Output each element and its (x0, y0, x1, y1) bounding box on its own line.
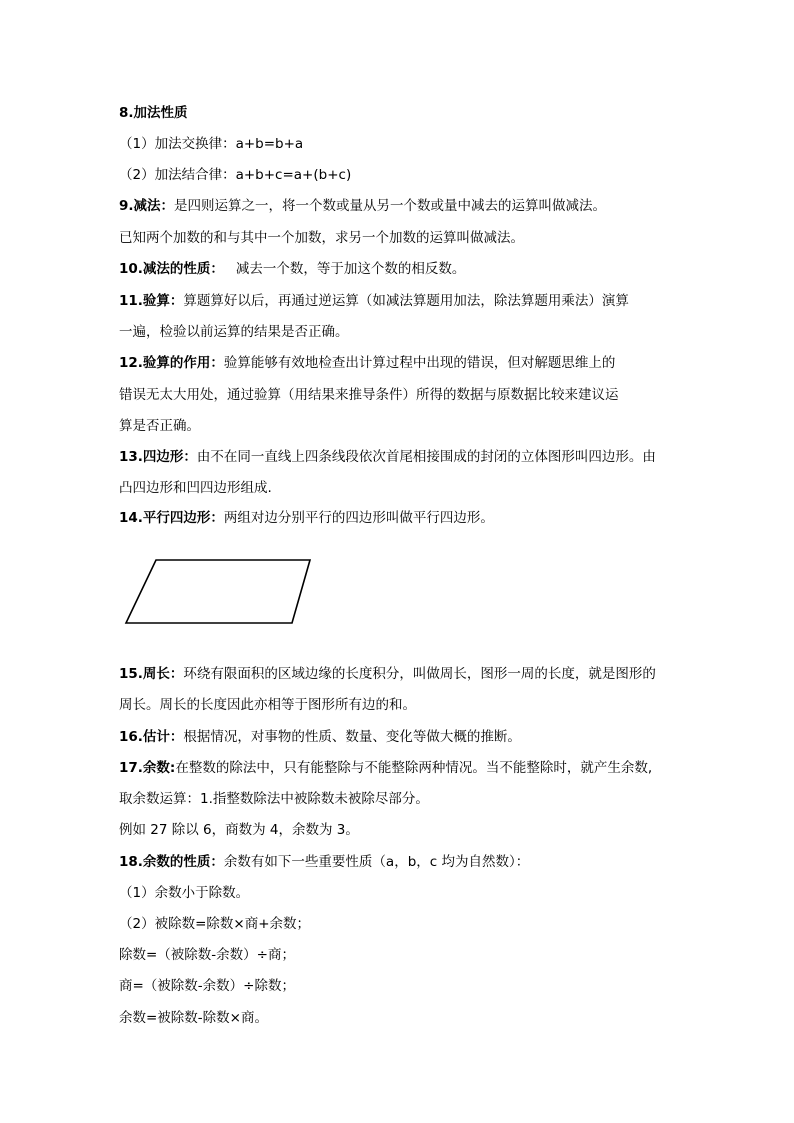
quotient-formula (119, 977, 679, 995)
remainder-property-2 (119, 915, 679, 933)
subtraction-property (119, 260, 679, 278)
subtraction-definition-cont (119, 229, 679, 247)
term-text: 是四则运算之一，将一个数或量从另一个数或量中减去的运算叫做减法。 (174, 198, 607, 214)
term-text: 两组对边分别平行的四边形叫做平行四边形。 (223, 510, 494, 526)
perimeter-definition (119, 665, 679, 683)
term-label: 12.验算的作用： (119, 355, 224, 371)
term-text: 取余数运算：1.指整数除法中被除数未被除尽部分。 (119, 791, 429, 807)
term-text: 在整数的除法中，只有能整除与不能整除两种情况。当不能整除时，就产生余数, (175, 760, 653, 776)
remainder-definition-cont (119, 790, 679, 808)
term-label: 8.加法性质 (119, 105, 188, 121)
term-text: 例如 27 除以 6，商数为 4，余数为 3。 (119, 822, 359, 838)
term-text: 余数有如下一些重要性质（a，b，c 均为自然数）： (223, 854, 530, 870)
term-text: 商=（被除数-余数）÷除数； (119, 978, 295, 994)
term-text: （2）加法结合律：a+b+c=a+(b+c) (119, 167, 352, 183)
remainder-definition (119, 759, 679, 777)
remainder-example (119, 821, 679, 839)
term-text: 凸四边形和凹四边形组成. (119, 480, 272, 496)
quadrilateral-definition-cont (119, 479, 679, 497)
checking-purpose (119, 354, 679, 372)
term-label: 10.减法的性质： (119, 261, 224, 277)
term-text: 由不在同一直线上四条线段依次首尾相接围成的封闭的立体图形叫四边形。由 (196, 449, 656, 465)
term-label: 15.周长： (119, 666, 184, 682)
heading-addition-properties (119, 104, 679, 122)
term-label: 13.四边形： (119, 449, 197, 465)
addition-associative-law (119, 166, 679, 184)
term-label: 14.平行四边形： (119, 510, 224, 526)
addition-commutative-law (119, 135, 679, 153)
remainder-formula (119, 1009, 679, 1027)
remainder-properties-heading (119, 853, 679, 871)
parallelogram-definition (119, 509, 679, 527)
term-label: 17.余数: (119, 760, 176, 776)
divisor-formula (119, 946, 679, 964)
term-text: 错误无太大用处，通过验算（用结果来推导条件）所得的数据与原数据比较来建议运 (119, 387, 619, 403)
term-text: 余数=被除数-除数×商。 (119, 1010, 268, 1026)
term-label: 16.估计： (119, 729, 184, 745)
term-text: （1）余数小于除数。 (119, 885, 250, 901)
checking-definition (119, 292, 679, 310)
estimation-definition (119, 728, 679, 746)
term-text: 周长。周长的长度因此亦相等于图形所有边的和。 (119, 697, 416, 713)
term-text: 减去一个数，等于加这个数的相反数。 (235, 261, 466, 277)
checking-definition-cont (119, 323, 679, 341)
remainder-property-1 (119, 884, 679, 902)
quadrilateral-definition (119, 448, 679, 466)
perimeter-definition-cont (119, 696, 679, 714)
term-text: 算是否正确。 (119, 418, 200, 434)
term-text: 除数=（被除数-余数）÷商； (119, 947, 295, 963)
term-text: 算题算好以后，再通过逆运算（如减法算题用加法，除法算题用乘法）演算 (183, 293, 629, 309)
term-text: 根据情况，对事物的性质、数量、变化等做大概的推断。 (183, 729, 521, 745)
subtraction-definition (119, 197, 679, 215)
term-text: （1）加法交换律：a+b=b+a (119, 136, 304, 152)
term-label: 9.减法： (119, 198, 175, 214)
term-label: 18.余数的性质： (119, 854, 224, 870)
parallelogram-figure (120, 553, 320, 633)
term-text: 一遍，检验以前运算的结果是否正确。 (119, 324, 349, 340)
checking-purpose-cont-2 (119, 417, 679, 435)
checking-purpose-cont (119, 386, 679, 404)
term-text: 环绕有限面积的区域边缘的长度积分，叫做周长，图形一周的长度，就是图形的 (183, 666, 656, 682)
term-text: 验算能够有效地检查出计算过程中出现的错误，但对解题思维上的 (223, 355, 616, 371)
term-label: 11.验算： (119, 293, 184, 309)
parallelogram-shape (126, 560, 310, 623)
term-text: （2）被除数=除数×商+余数； (119, 916, 311, 932)
term-text: 已知两个加数的和与其中一个加数，求另一个加数的运算叫做减法。 (119, 230, 524, 246)
